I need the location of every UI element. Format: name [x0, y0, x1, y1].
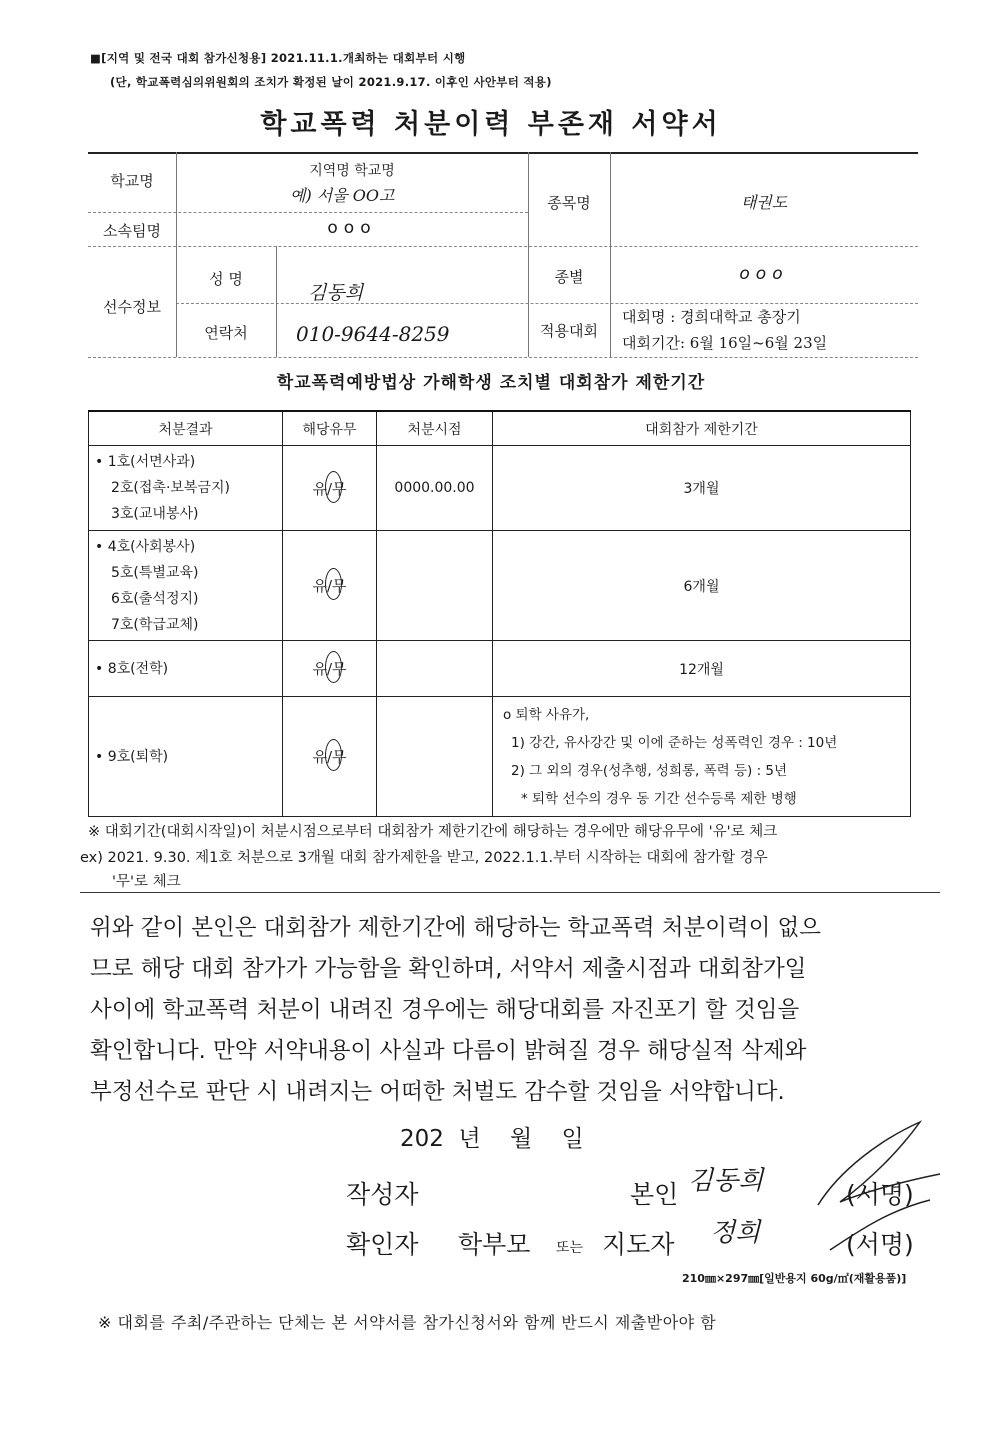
circle-mark-icon [325, 739, 342, 771]
contact-label: 연락처 [204, 324, 248, 342]
confirmer-label: 확인자 [346, 1230, 419, 1259]
sign-placeholder: (서명) [846, 1230, 914, 1259]
parent-label: 학부모 [458, 1230, 531, 1259]
row-item: • 1호(서면사과) [95, 454, 196, 470]
pledge-body [90, 908, 930, 1113]
table-row [89, 446, 911, 531]
gender-label: 종별 [554, 268, 584, 286]
self-label: 본인 [630, 1180, 679, 1209]
date-cell [377, 531, 493, 641]
pledge-line: 위와 같이 본인은 대회참가 제한기간에 해당하는 학교폭력 처분이력이 없으 [90, 915, 822, 941]
row-item: 6호(출석정지) [111, 590, 199, 607]
team-label: 소속팀명 [103, 222, 161, 240]
pledge-line: 부정선수로 판단 시 내려지는 어떠한 처벌도 감수할 것임을 서약합니다. [90, 1079, 785, 1105]
row-item: 2호(접촉·보복금지) [111, 480, 230, 496]
name-label: 성 명 [209, 270, 243, 288]
table-row [89, 531, 911, 641]
info-vline [276, 246, 277, 357]
pledge-line: 므로 해당 대회 참가가 가능함을 확인하며, 서약서 제출시점과 대회참가일 [90, 956, 807, 982]
period-detail: 1) 강간, 유사강간 및 이에 준하는 성폭력인 경우 : 10년 [511, 734, 838, 751]
applicable-mark: 유/무 [312, 748, 346, 766]
period-cell: 6개월 [493, 531, 911, 641]
notice-line-2: (단, 학교폭력심의위원회의 조치가 확정된 날이 2021.9.17. 이후인 사안부터 적용) [110, 75, 552, 89]
info-divider [176, 303, 918, 304]
school-hint: 지역명 학교명 [309, 163, 395, 179]
document-title: 학교폭력 처분이력 부존재 서약서 [260, 109, 722, 140]
row-item: • 9호(퇴학) [95, 748, 169, 765]
header-period: 대회참가 제한기간 [493, 411, 911, 446]
team-value: ooo [327, 218, 377, 238]
notes-divider [80, 892, 940, 893]
row-item: 7호(학급교체) [111, 616, 199, 633]
sport-label: 종목명 [547, 194, 591, 212]
circle-mark-icon [325, 651, 342, 683]
table-note-3: '무'로 체크 [112, 874, 181, 890]
period-cell: 12개월 [493, 641, 911, 697]
info-top-border [88, 152, 918, 154]
table-row [89, 641, 911, 697]
restriction-table [88, 410, 911, 817]
sign-placeholder: (서명) [846, 1180, 914, 1209]
pledge-line: 확인합니다. 만약 서약내용이 사실과 다름이 밝혀질 경우 해당실적 삭제와 [90, 1038, 807, 1064]
pledge-line: 사이에 학교폭력 처분이 내려진 경우에는 해당대회를 자진포기 할 것임을 [90, 997, 800, 1023]
gender-value: ooo [739, 264, 789, 284]
player-info-label: 선수정보 [103, 298, 161, 316]
paper-spec: 210㎜×297㎜[일반용지 60g/㎡(재활용품)] [682, 1272, 907, 1285]
date-cell [377, 697, 493, 817]
table-note-1: ※ 대회기간(대회시작일)이 처분시점으로부터 대회참가 제한기간에 해당하는 경우에만 해당유무에 '유'로 체크 [88, 824, 778, 840]
sport-value: 태권도 [740, 193, 788, 212]
row-item: • 8호(전학) [95, 660, 169, 677]
info-bottom-border [88, 357, 918, 358]
name-value: 김동희 [308, 282, 364, 304]
school-example: 예) 서울 OO고 [290, 186, 395, 205]
contact-value: 010-9644-8259 [296, 322, 450, 346]
row-item: • 4호(사회봉사) [95, 538, 196, 555]
circle-mark-icon [325, 568, 342, 600]
header-applicable: 해당유무 [283, 411, 377, 446]
info-divider [88, 246, 918, 247]
row-item: 3호(교내봉사) [111, 506, 199, 522]
header-result: 처분결과 [89, 411, 283, 446]
coach-label: 지도자 [602, 1230, 675, 1259]
period-detail: 2) 그 외의 경우(성추행, 성희롱, 폭력 등) : 5년 [511, 762, 788, 779]
date-line: 202 년 월 일 [400, 1126, 584, 1152]
or-label: 또는 [556, 1240, 584, 1256]
school-label: 학교명 [110, 172, 154, 190]
event-label: 적용대회 [540, 322, 598, 340]
self-handwritten-name: 김동희 [688, 1166, 764, 1196]
notice-line-1: ■[지역 및 전국 대회 참가신청용] 2021.11.1.개최하는 대회부터 시행 [90, 51, 466, 65]
applicable-mark: 유/무 [312, 660, 346, 678]
table-header-row [89, 411, 911, 446]
table-note-2: ex) 2021. 9.30. 제1호 처분으로 3개월 대회 참가제한을 받고, 2022.1.1.부터 시작하는 대회에 참가할 경우 [80, 850, 768, 866]
info-divider [88, 212, 528, 213]
footer-note: ※ 대회를 주최/주관하는 단체는 본 서약서를 참가신청서와 함께 반드시 제출받아야 함 [98, 1313, 717, 1332]
applicable-mark: 유/무 [312, 480, 346, 498]
date-cell [377, 641, 493, 697]
date-cell: 0000.00.00 [377, 446, 493, 531]
event-name: 대회명 : 경희대학교 총장기 [622, 308, 801, 326]
info-vline [610, 152, 611, 357]
event-period: 대회기간: 6월 16일~6월 23일 [622, 334, 828, 352]
table-row [89, 697, 911, 817]
period-cell: 3개월 [493, 446, 911, 531]
coach-handwritten-name: 정희 [710, 1218, 761, 1248]
signature-scribble-icon [800, 1110, 950, 1260]
row-item: 5호(특별교육) [111, 564, 199, 581]
header-date: 처분시점 [377, 411, 493, 446]
writer-label: 작성자 [346, 1180, 419, 1209]
restriction-subtitle: 학교폭력예방법상 가해학생 조치별 대회참가 제한기간 [276, 373, 706, 393]
period-detail: o 퇴학 사유가, [503, 706, 590, 723]
period-detail: * 퇴학 선수의 경우 동 기간 선수등록 제한 병행 [521, 790, 797, 807]
applicable-mark: 유/무 [312, 577, 346, 595]
